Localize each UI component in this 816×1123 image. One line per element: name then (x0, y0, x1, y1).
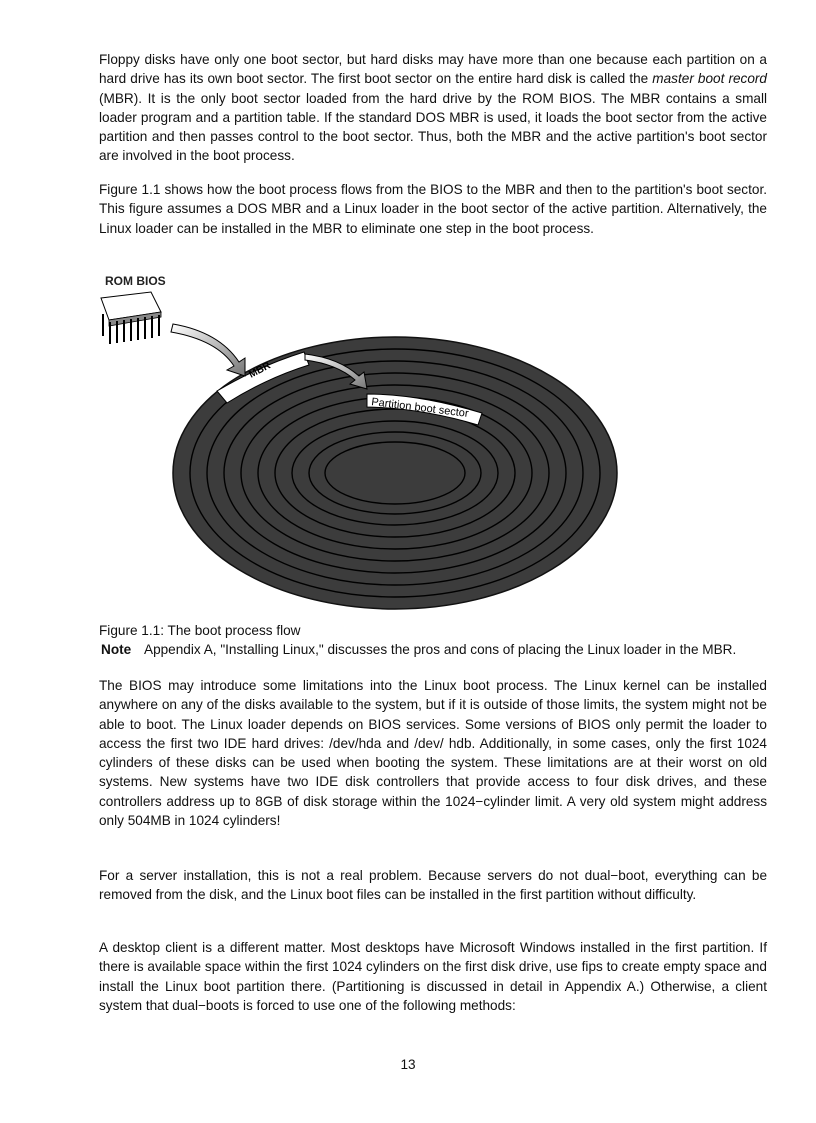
disk-platter (173, 337, 617, 609)
note-text: Appendix A, "Installing Linux," discusses the pros and cons of placing the Linux loader in the MBR. (144, 642, 737, 657)
paragraph-figure-intro: Figure 1.1 shows how the boot process flows from the BIOS to the MBR and then to the partition's boot sector. This figure assumes a DOS MBR and a Linux loader in the boot sector of the active partition. Alternatively, the Linux loader can be installed in the MBR to eliminate one step in the boot process. (99, 182, 767, 236)
paragraph-text: Floppy disks have only one boot sector, but hard disks may have more than one because each partition on a hard drive has its own boot sector. The first boot sector on the entire hard disk is called the (99, 52, 767, 87)
page-number: 13 (400, 1057, 416, 1072)
figure-caption: Figure 1.1: The boot process flow (99, 623, 301, 638)
arrow-bios-to-mbr (171, 324, 245, 376)
rom-bios-label: ROM BIOS (105, 274, 166, 288)
paragraph-server-installation: For a server installation, this is not a real problem. Because servers do not dual−boot, everything can be removed from the disk, and the Linux boot files can be installed in the first partition without difficulty. (99, 868, 767, 903)
partition-boot-sector-label: Partition boot sector (370, 396, 470, 420)
paragraph-text: (MBR). It is the only boot sector loaded from the hard drive by the ROM BIOS. The MBR contains a small loader program and a partition table. If the standard DOS MBR is used, it loads the boot sector from the active partition and then passes control to the boot sector. Thus, both the MBR and the active partition's boot sector are involved in the boot process. (99, 90, 767, 164)
paragraph-bios-limitations: The BIOS may introduce some limitations into the Linux boot process. The Linux kernel can be installed anywhere on any of the disks available to the system, but if it is outside of those limits, the system might not be able to boot. The Linux loader depends on BIOS services. Some versions of BIOS only permit the loader to access the first two IDE hard drives: /dev/hda and /dev/ hdb. Additionally, in some cases, only the first 1024 cylinders of these disks can be used when booting the system. These limitations are at their worst on old systems. New systems have two IDE disk controllers that provide access to four disk drives, and these controllers address up to 8GB of disk storage within the 1024−cylinder limit. A very old system might address only 504MB in 1024 cylinders! (99, 678, 767, 829)
boot-process-diagram (99, 270, 767, 610)
paragraph-desktop-client: A desktop client is a different matter. Most desktops have Microsoft Windows installed in the first partition. If there is available space within the first 1024 cylinders on the first disk drive, use fips to create empty space and install the Linux boot partition there. (Partitioning is discussed in detail in Appendix A.) Otherwise, a client system that dual−boots is forced to use one of the following methods: (99, 940, 767, 1013)
boot-process-figure (99, 270, 767, 610)
mbr-label: MBR (247, 360, 273, 381)
term-master-boot-record: master boot record (652, 71, 767, 87)
paragraph-boot-sectors (99, 50, 767, 166)
rom-bios-chip (101, 274, 166, 344)
note-label: Note (101, 642, 132, 657)
